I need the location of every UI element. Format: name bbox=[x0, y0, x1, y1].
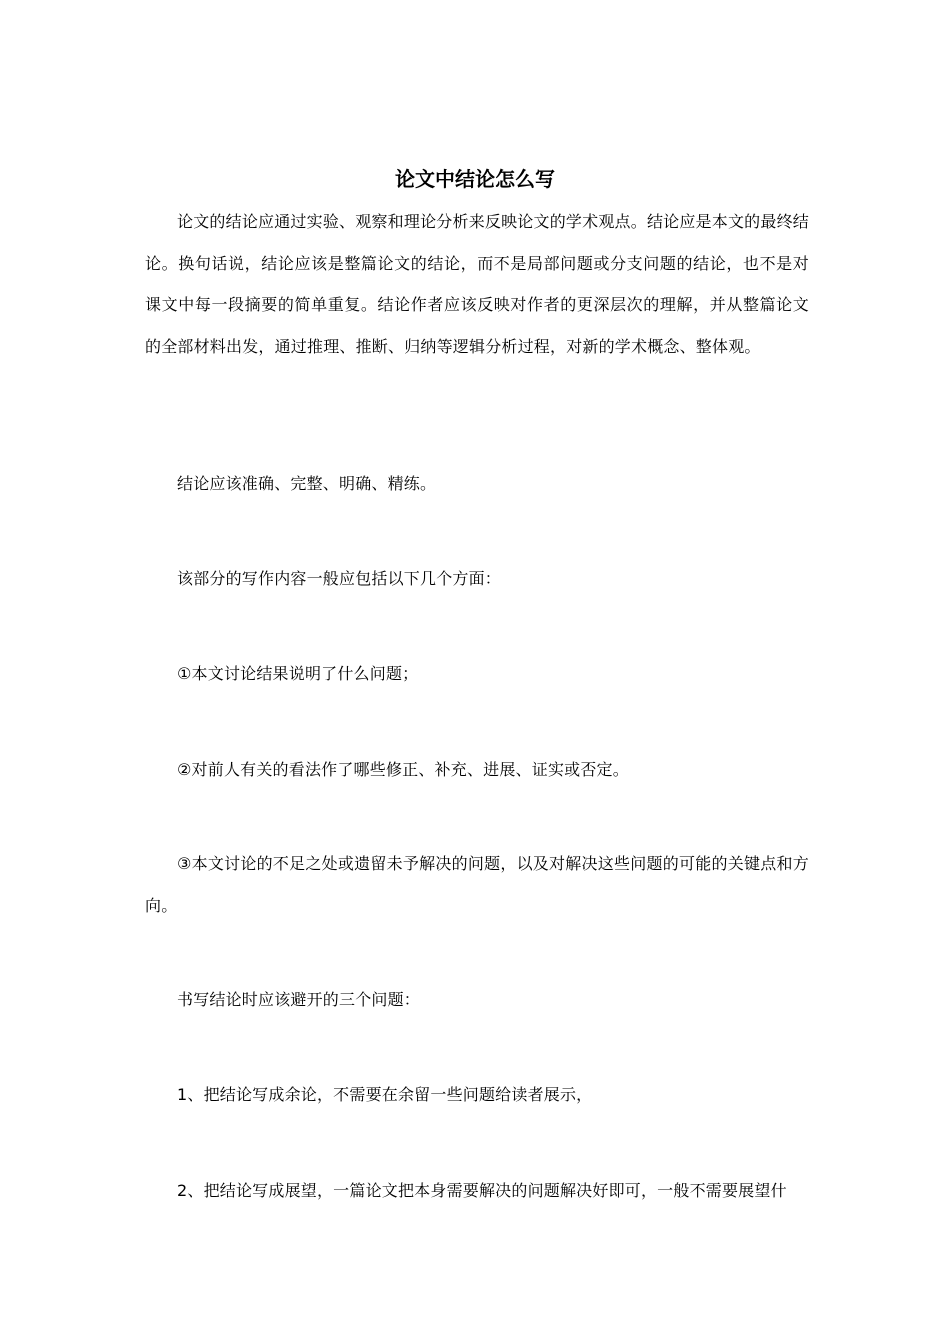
paragraph-content-heading: 该部分的写作内容一般应包括以下几个方面： bbox=[177, 569, 502, 588]
paragraph-avoid-1: 1、把结论写成余论，不需要在余留一些问题给读者展示， bbox=[177, 1085, 593, 1104]
paragraph-avoid-heading: 书写结论时应该避开的三个问题： bbox=[177, 990, 421, 1009]
paragraph-avoid-2: 2、把结论写成展望，一篇论文把本身需要解决的问题解决好即可，一般不需要展望什 bbox=[177, 1181, 787, 1200]
paragraph-point-2: ②对前人有关的看法作了哪些修正、补充、进展、证实或否定。 bbox=[177, 760, 629, 779]
paragraph-requirements: 结论应该准确、完整、明确、精练。 bbox=[177, 474, 437, 493]
document-title: 论文中结论怎么写 bbox=[395, 167, 555, 191]
paragraph-point-3: ③本文讨论的不足之处或遗留未予解决的问题，以及对解决这些问题的可能的关键点和方向。 bbox=[145, 854, 809, 915]
paragraph-intro: 论文的结论应通过实验、观察和理论分析来反映论文的学术观点。结论应是本文的最终结论。换句话说，结论应该是整篇论文的结论，而不是局部问题或分支问题的结论，也不是对课文中每一段摘要的简单重复。结论作者应该反映对作者的更深层次的理解，并从整篇论文的全部材料出发，通过推理、推断、归纳等逻辑分析过程，对新的学术概念、整体观。 bbox=[145, 212, 809, 356]
paragraph-point-1: ①本文讨论结果说明了什么问题； bbox=[177, 664, 419, 683]
